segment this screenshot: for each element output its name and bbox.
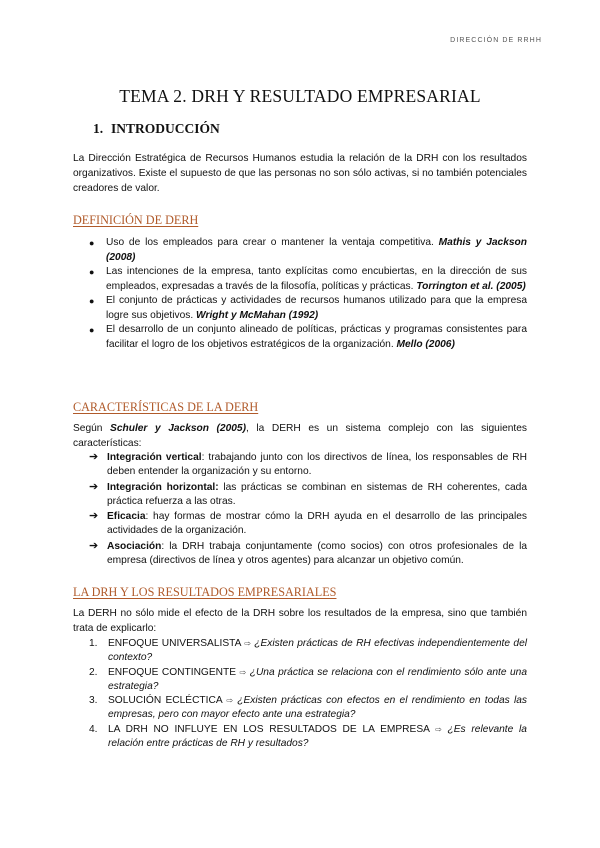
item-number: 1. [89,638,98,649]
arrow-right-icon: ⇨ [435,724,442,734]
definition-text: El conjunto de prácticas y actividades de recursos humanos utilizado para que la empresa logre sus objetivos. [106,295,527,321]
characteristic-text: : trabajando junto con los directivos de línea, los responsables de RH deben entender la organización y su entorno. [107,452,527,478]
arrow-right-icon: ⇨ [226,696,234,705]
caracteristicas-intro-reference: Schuler y Jackson (2005) [110,423,246,434]
definition-reference: Mathis y Jackson (2008) [106,237,527,263]
caracteristicas-intro-before: Según [73,423,111,434]
definition-reference: Wright y McMahan (1992) [196,309,319,321]
caracteristicas-list [73,451,527,569]
list-item [73,236,527,265]
definition-text: Las intenciones de la empresa, tanto explícitas como encubiertas, en la dirección de sus empleados, expresadas a través de la filosofía, políticas y prácticas. [106,266,527,292]
arrow-right-icon: ➔ [89,510,99,523]
characteristic-term: Integración vertical [107,452,202,463]
list-item [73,323,527,352]
bullet-icon: ● [89,238,95,248]
arrow-right-icon: ⇨ [244,639,251,648]
definicion-heading: DEFINICIÓN DE DERH [73,213,199,227]
approach-question: ¿Existen prácticas de RH efectivas independientemente del contexto? [108,638,528,663]
resultados-heading: LA DRH Y LOS RESULTADOS EMPRESARIALES [73,585,337,599]
bullet-icon: ● [89,325,95,335]
characteristic-text: : hay formas de mostrar cómo la DRH ayuda en el desarrollo de las principales actividades de la organización. [107,511,527,537]
running-header: DIRECCIÓN DE RRHH [450,37,542,44]
caracteristicas-heading: CARACTERÍSTICAS DE LA DERH [73,400,259,414]
intro-heading-text: INTRODUCCIÓN [111,121,220,136]
resultados-intro: La DERH no sólo mide el efecto de la DRH sobre los resultados de la empresa, sino que también trata de explicarlo: [73,608,527,634]
characteristic-term: Asociación [107,540,162,552]
intro-paragraph: La Dirección Estratégica de Recursos Humanos estudia la relación de la DRH con los resultados organizativos. Existe el supuesto de que las personas no son sólo activas, si no también potenciales creadores de valor. [73,153,527,194]
definition-text: Uso de los empleados para crear o mantener la ventaja competitiva. [106,237,439,248]
definicion-list [73,236,527,352]
intro-heading-number: 1. [93,121,104,136]
approach-question: ¿Existen prácticas con efectos en el rendimiento en todas las empresas, pero con mayor efecto ante una estrategia? [108,695,527,720]
item-number: 4. [89,723,98,735]
intro-heading [93,121,220,137]
arrow-right-icon: ➔ [89,451,99,463]
list-item [73,510,527,539]
resultados-list [73,637,527,751]
bullet-icon: ● [89,296,95,306]
arrow-right-icon: ⇨ [239,667,247,677]
list-item [73,451,527,480]
list-item [73,637,527,665]
approach-question: ¿Una práctica se relaciona con el rendimiento sólo ante una estrategia? [108,666,527,692]
list-item [73,694,527,722]
list-item [73,265,527,294]
list-item [73,540,527,569]
item-number: 2. [89,666,98,678]
approach-question: ¿Es relevante la relación entre prácticas de RH y resultados? [108,723,527,749]
approach-label: ENFOQUE UNIVERSALISTA [108,638,245,649]
definition-text: El desarrollo de un conjunto alineado de políticas, prácticas y programas consistentes para facilitar el logro de los objetivos estratégicos de la organización. [106,324,527,350]
definition-reference: Torrington et al. (2005) [416,280,526,292]
list-item [73,666,527,694]
list-item [73,481,527,510]
arrow-right-icon: ➔ [89,539,99,552]
characteristic-term: Integración horizontal: [107,481,219,493]
page-title: TEMA 2. DRH Y RESULTADO EMPRESARIAL [119,86,481,106]
item-number: 3. [89,695,98,706]
caracteristicas-intro-after: , la DERH es un sistema complejo con las siguientes características: [73,423,528,449]
list-item [73,723,527,751]
list-item [73,294,527,323]
definition-reference: Mello (2006) [396,338,455,350]
caracteristicas-intro [73,421,527,451]
characteristic-text: : la DRH trabaja conjuntamente (como socios) con otros profesionales de la empresa (directivos de línea y otros agentes) para alcanzar un objetivo común. [107,540,527,567]
approach-label: ENFOQUE CONTINGENTE [108,666,240,678]
arrow-right-icon: ➔ [89,480,99,493]
approach-label: LA DRH NO INFLUYE EN LOS RESULTADOS DE LA EMPRESA [108,723,436,735]
characteristic-text: las prácticas se combinan en sistemas de RH coherentes, cada práctica refuerza a las otras. [107,481,528,507]
approach-label: SOLUCIÓN ECLÉCTICA [108,695,227,706]
bullet-icon: ● [89,267,95,277]
characteristic-term: Eficacia [107,511,146,523]
